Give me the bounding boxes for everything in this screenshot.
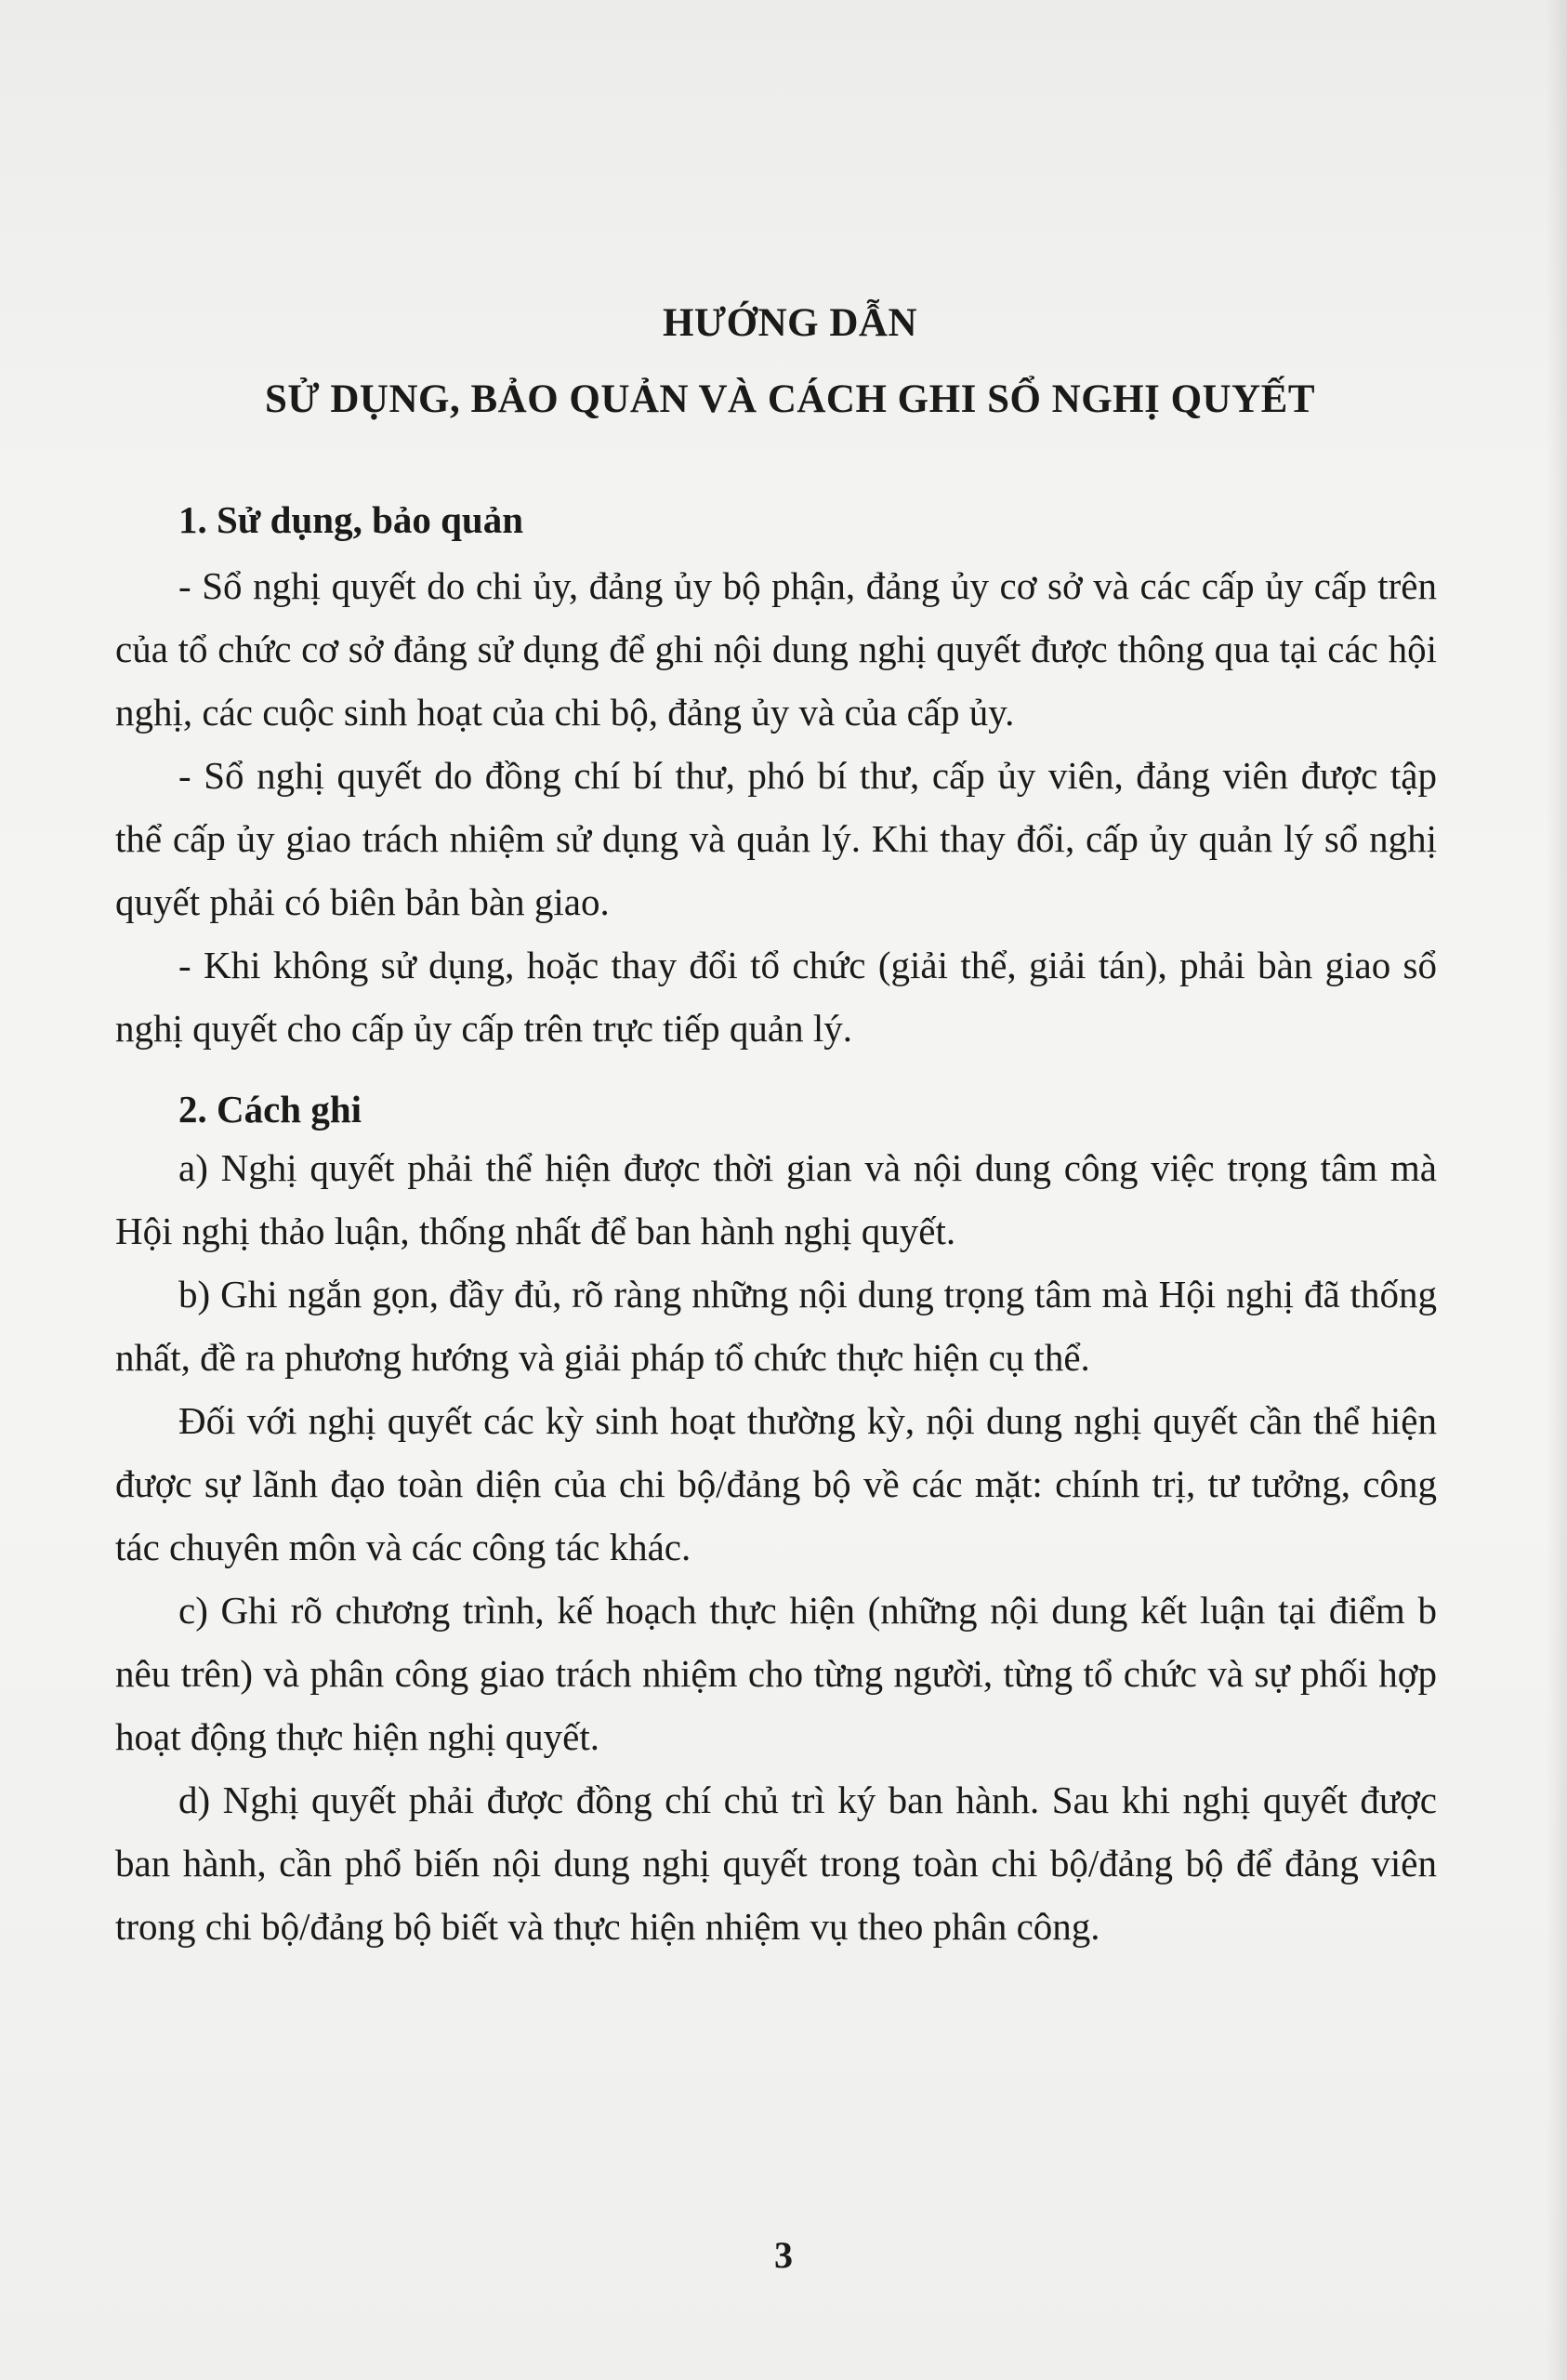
section-heading-usage: 1. Sử dụng, bảo quản: [178, 498, 524, 541]
document-subtitle: SỬ DỤNG, BẢO QUẢN VÀ CÁCH GHI SỔ NGHỊ QUYẾT: [264, 377, 1316, 421]
document-body: [115, 296, 1437, 1958]
page-edge-shadow: [1547, 0, 1567, 2380]
document-title: HƯỚNG DẪN: [662, 301, 918, 345]
paragraph: a) Nghị quyết phải thể hiện được thời gian và nội dung công việc trọng tâm mà Hội nghị thảo luận, thống nhất để ban hành nghị quyết.: [115, 1146, 1437, 1252]
paragraph: - Sổ nghị quyết do chi ủy, đảng ủy bộ phận, đảng ủy cơ sở và các cấp ủy cấp trên của tổ chức cơ sở đảng sử dụng để ghi nội dung nghị quyết được thông qua tại các hội nghị, các cuộc sinh hoạt của chi bộ, đảng ủy và của cấp ủy.: [115, 564, 1437, 734]
page-number: 3: [774, 2234, 793, 2276]
paragraph: - Khi không sử dụng, hoặc thay đổi tổ chức (giải thể, giải tán), phải bàn giao sổ nghị quyết cho cấp ủy cấp trên trực tiếp quản lý.: [115, 944, 1437, 1050]
paragraph: b) Ghi ngắn gọn, đầy đủ, rõ ràng những nội dung trọng tâm mà Hội nghị đã thống nhất, đề ra phương hướng và giải pháp tổ chức thực hiện cụ thể.: [115, 1273, 1437, 1379]
paragraph: Đối với nghị quyết các kỳ sinh hoạt thường kỳ, nội dung nghị quyết cần thể hiện được sự lãnh đạo toàn diện của chi bộ/đảng bộ về các mặt: chính trị, tư tưởng, công tác chuyên môn và các công tác khác.: [115, 1399, 1437, 1568]
paragraph: d) Nghị quyết phải được đồng chí chủ trì ký ban hành. Sau khi nghị quyết được ban hành, cần phổ biến nội dung nghị quyết trong toàn chi bộ/đảng bộ để đảng viên trong chi bộ/đảng bộ biết và thực hiện nhiệm vụ theo phân công.: [115, 1778, 1437, 1948]
paragraph: c) Ghi rõ chương trình, kế hoạch thực hiện (những nội dung kết luận tại điểm b nêu trên) và phân công giao trách nhiệm cho từng người, từng tổ chức và sự phối hợp hoạt động thực hiện nghị quyết.: [115, 1589, 1437, 1758]
paragraph: - Sổ nghị quyết do đồng chí bí thư, phó bí thư, cấp ủy viên, đảng viên được tập thể cấp ủy giao trách nhiệm sử dụng và quản lý. Khi thay đổi, cấp ủy quản lý sổ nghị quyết phải có biên bản bàn giao.: [115, 754, 1437, 923]
section-heading-writing: 2. Cách ghi: [178, 1088, 362, 1130]
